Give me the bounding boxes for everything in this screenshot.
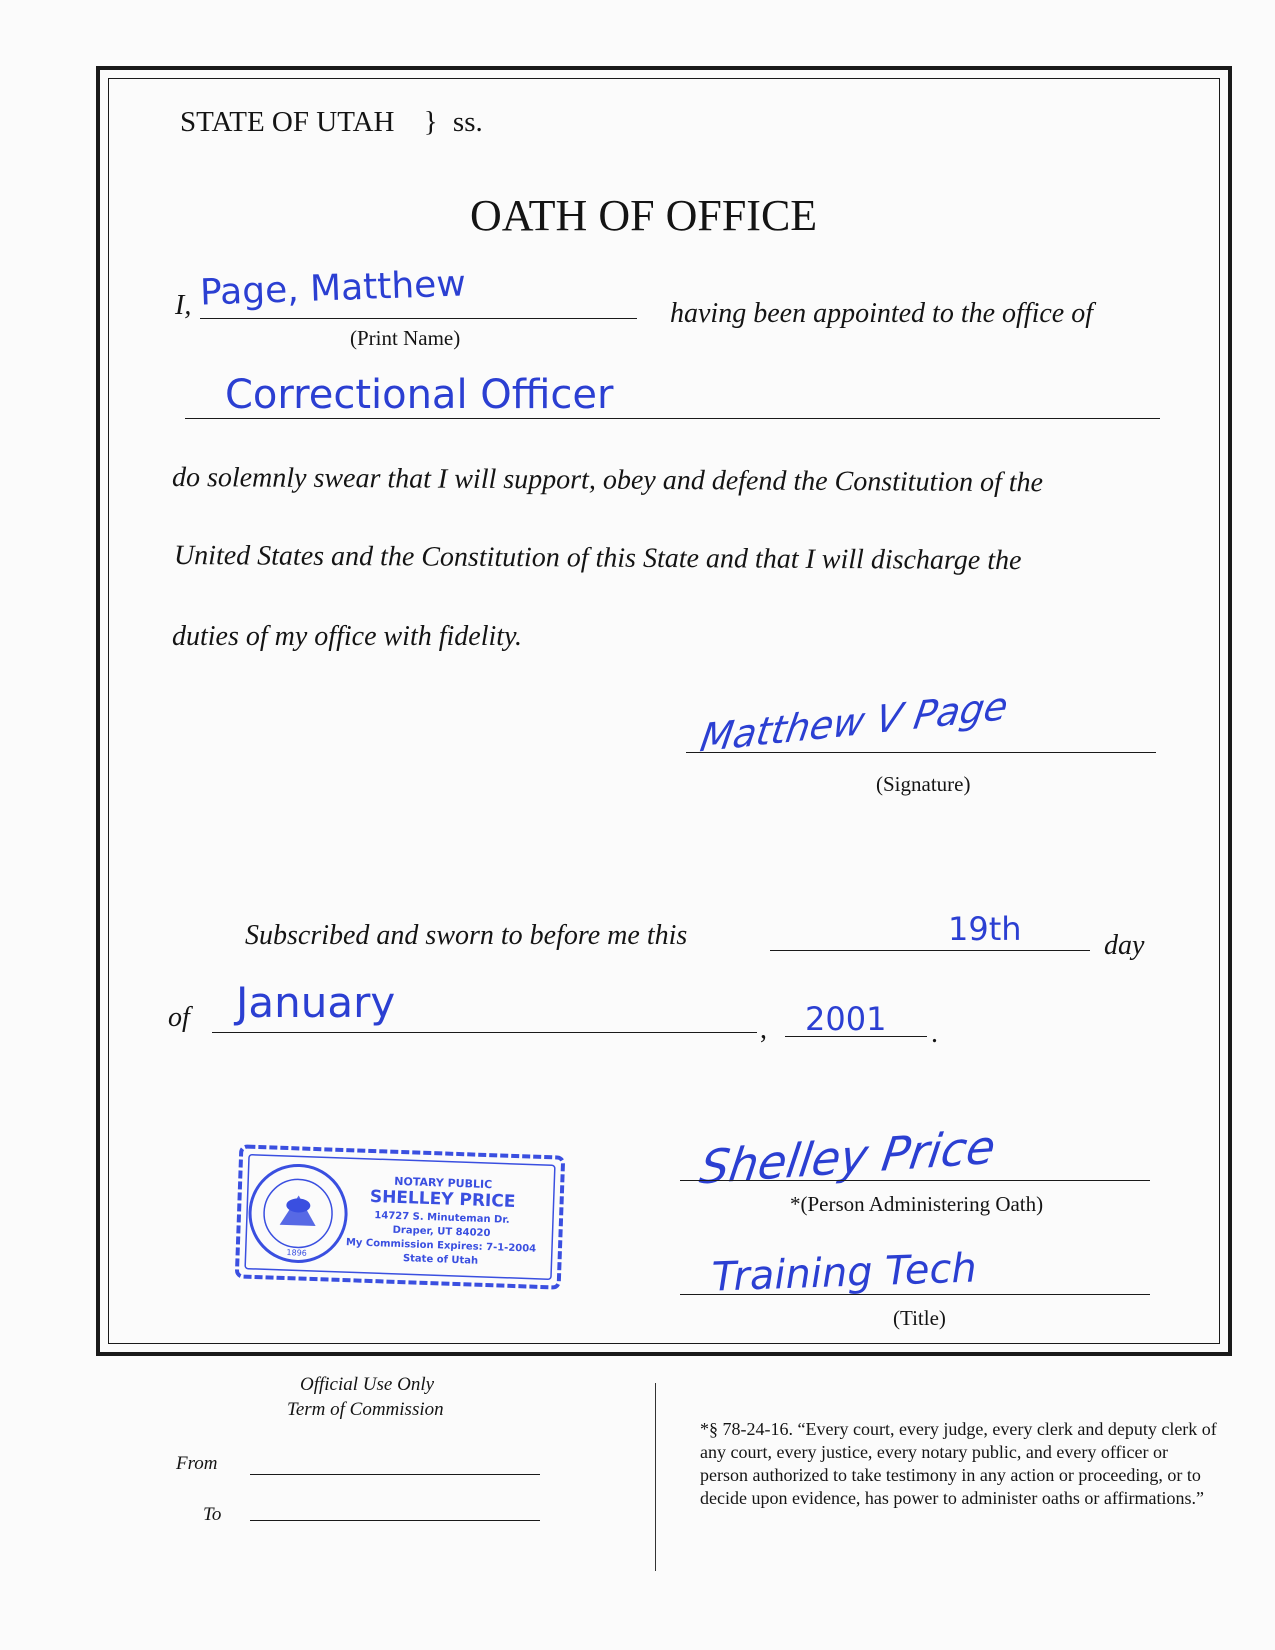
administrator-caption: *(Person Administering Oath) <box>790 1192 1044 1216</box>
month-value: January <box>236 978 396 1027</box>
term-of-commission-label: Term of Commission <box>287 1399 444 1420</box>
print-name-value: Page, Matthew <box>199 263 467 314</box>
svg-text:1896: 1896 <box>286 1248 308 1258</box>
notary-stamp <box>234 1143 567 1290</box>
footer-divider <box>655 1383 656 1571</box>
year-value: 2001 <box>805 1000 887 1038</box>
to-line <box>250 1520 540 1521</box>
month-line <box>212 1032 757 1033</box>
title-line <box>680 1294 1150 1295</box>
oath-prefix: I, <box>175 290 192 321</box>
state-heading <box>180 106 483 139</box>
oath-signature: Matthew V Page <box>697 683 1011 761</box>
stamp-line-5: My Commission Expires: 7-1-2004 <box>345 1237 537 1255</box>
stamp-line-4: Draper, UT 84020 <box>392 1224 491 1240</box>
administrator-signature: Shelley Price <box>696 1119 999 1195</box>
day-value: 19th <box>948 910 1022 948</box>
administrator-line <box>680 1180 1150 1181</box>
brace-symbol: } <box>423 106 438 138</box>
official-use-label: Official Use Only <box>300 1374 435 1395</box>
print-name-caption: (Print Name) <box>350 326 461 350</box>
stamp-line-6: State of Utah <box>402 1253 479 1267</box>
office-line <box>185 418 1160 419</box>
ss-label: ss. <box>452 106 483 138</box>
state-name: STATE OF UTAH <box>180 106 395 138</box>
day-line <box>770 950 1090 951</box>
stamp-line-2: SHELLEY PRICE <box>369 1186 516 1213</box>
from-line <box>250 1474 540 1475</box>
signature-caption: (Signature) <box>876 772 971 796</box>
statute-text: *§ 78-24-16. “Every court, every judge, every clerk and deputy clerk of any court, every justice, every notary public, and every officer or person authorized to take testimony in any action or proceeding, or to decide upon evidence, has power to administer oaths or affirmations.” <box>700 1419 1217 1508</box>
date-period: . <box>931 1018 938 1049</box>
to-label: To <box>203 1504 222 1525</box>
from-label: From <box>176 1453 218 1474</box>
stamp-line-1: NOTARY PUBLIC <box>394 1174 493 1192</box>
title-caption: (Title) <box>893 1306 946 1330</box>
day-label: day <box>1104 930 1145 961</box>
date-comma: , <box>760 1014 767 1045</box>
oath-text-line-1: do solemnly swear that I will support, obey and defend the Constitution of the <box>171 462 1044 499</box>
oath-text-line-3: duties of my office with fidelity. <box>172 621 522 652</box>
of-label: of <box>168 1002 190 1033</box>
document-title: OATH OF OFFICE <box>470 191 818 240</box>
year-line <box>785 1036 927 1037</box>
stamp-line-3: 14727 S. Minuteman Dr. <box>374 1210 510 1226</box>
signature-line <box>686 752 1156 753</box>
appointed-text: having been appointed to the office of <box>670 298 1094 329</box>
print-name-line <box>200 318 637 319</box>
title-value: Training Tech <box>711 1245 978 1301</box>
office-value: Correctional Officer <box>225 372 614 418</box>
oath-text-line-2: United States and the Constitution of this State and that I will discharge the <box>173 540 1022 577</box>
subscribed-text: Subscribed and sworn to before me this <box>245 920 688 951</box>
